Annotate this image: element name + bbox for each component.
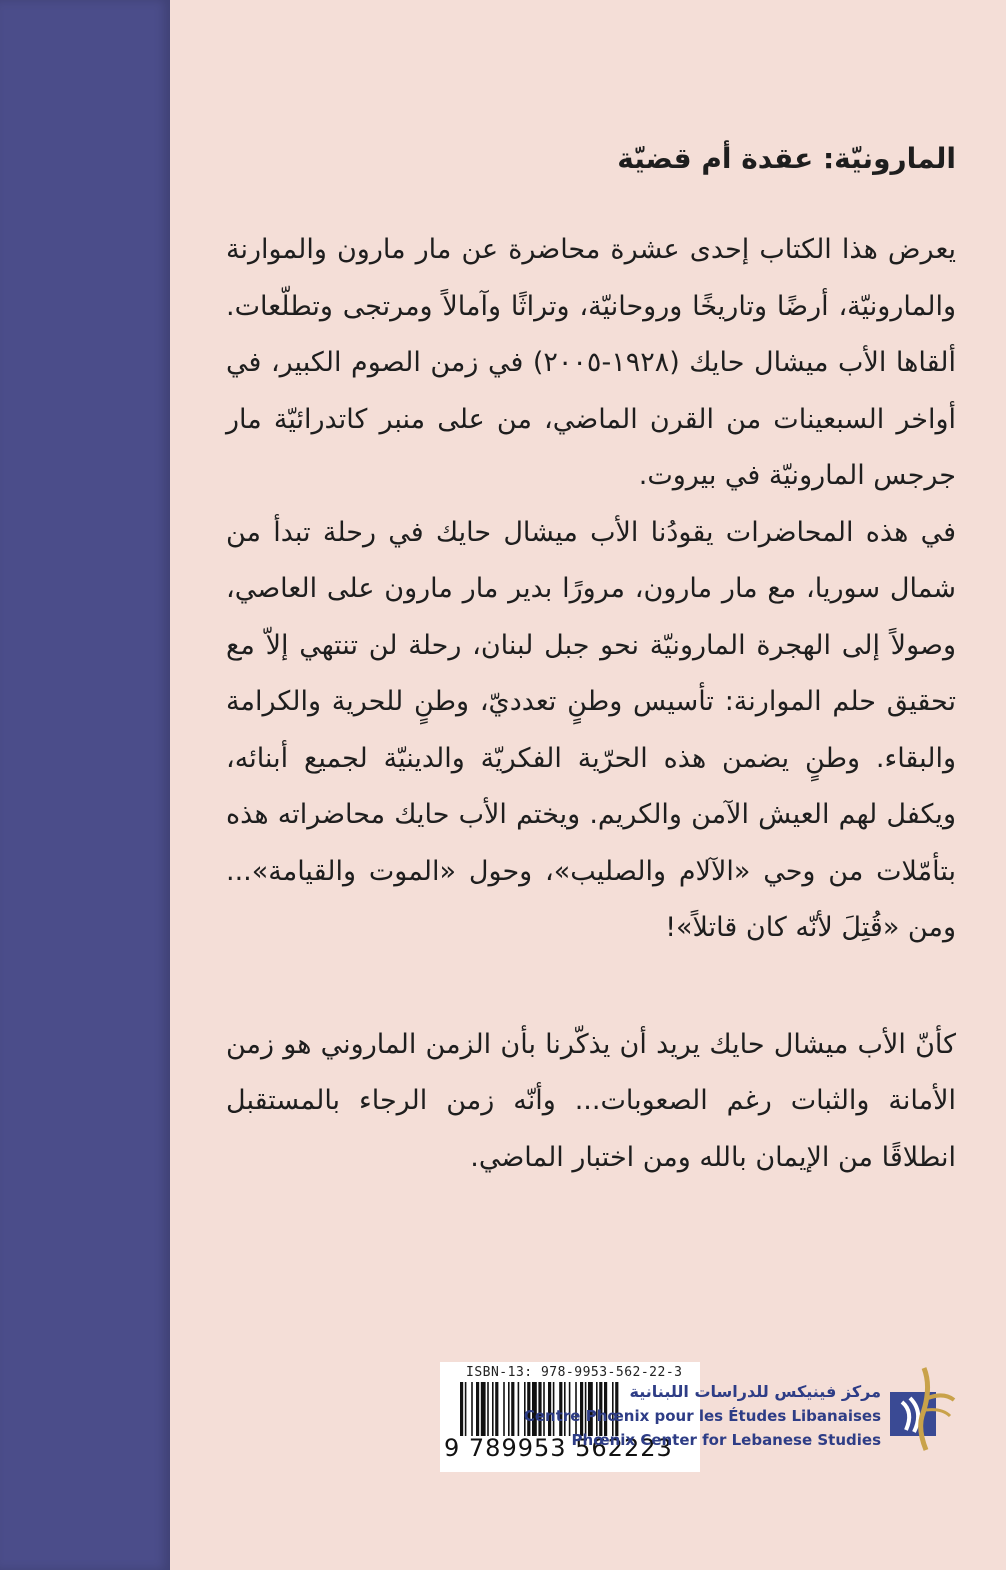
publisher-info xyxy=(501,1382,881,1449)
publisher-name-english: Phœnix Center for Lebanese Studies xyxy=(571,1431,881,1449)
publisher-name-arabic: مركز فينيكس للدراسات اللبنانية xyxy=(629,1382,881,1401)
blurb-paragraph: يعرض هذا الكتاب إحدى عشرة محاضرة عن مار مارون والموارنة والمارونيّة، أرضًا وتاريخًا وروحانيّة، وتراثًا وآمالاً ومرتجى وتطلّعات. ألقاها الأب ميشال حايك (١٩٢٨-٢٠٠٥) في زمن الصوم الكبير، في أواخر السبعينات من القرن الماضي، من على منبر كاتدرائيّة مار جرجس المارونيّة في بيروت. xyxy=(226,234,956,491)
blurb-paragraph: كأنّ الأب ميشال حايك يريد أن يذكّرنا بأن الزمن الماروني هو زمن الأمانة والثبات رغم الصعوبات... وأنّه زمن الرجاء بالمستقبل انطلاقًا من الإيمان بالله ومن اختبار الماضي. xyxy=(226,1028,956,1173)
publisher-name-french: Centre Phœnix pour les Études Libanaises xyxy=(523,1407,881,1425)
isbn-label: ISBN-13: 978-9953-562-22-3 xyxy=(466,1365,683,1380)
book-spine xyxy=(0,0,170,1570)
barcode-digits: 9 789953 562223 xyxy=(444,1434,673,1462)
book-title: المارونيّة: عقدة أم قضيّة xyxy=(617,142,956,175)
blurb-paragraph: في هذه المحاضرات يقودُنا الأب ميشال حايك في رحلة تبدأ من شمال سوريا، مع مار مارون، مرورًا بدير مار مارون على العاصي، وصولاً إلى الهجرة المارونيّة نحو جبل لبنان، رحلة لن تنتهي إلاّ مع تحقيق حلم الموارنة: تأسيس وطنٍ تعدديّ، وطنٍ للحرية والكرامة والبقاء. وطنٍ يضمن هذه الحرّية الفكريّة والدينيّة لجميع أبنائه، ويكفل لهم العيش الآمن والكريم. ويختم الأب حايك محاضراته هذه بتأمّلات من وحي «الآلام والصليب»، وحول «الموت والقيامة»... ومن «قُتِلَ لأنّه كان قاتلاً»! xyxy=(226,516,956,943)
back-cover xyxy=(170,0,1006,1570)
book-blurb xyxy=(226,222,956,1186)
phoenix-logo-icon xyxy=(884,1358,958,1458)
